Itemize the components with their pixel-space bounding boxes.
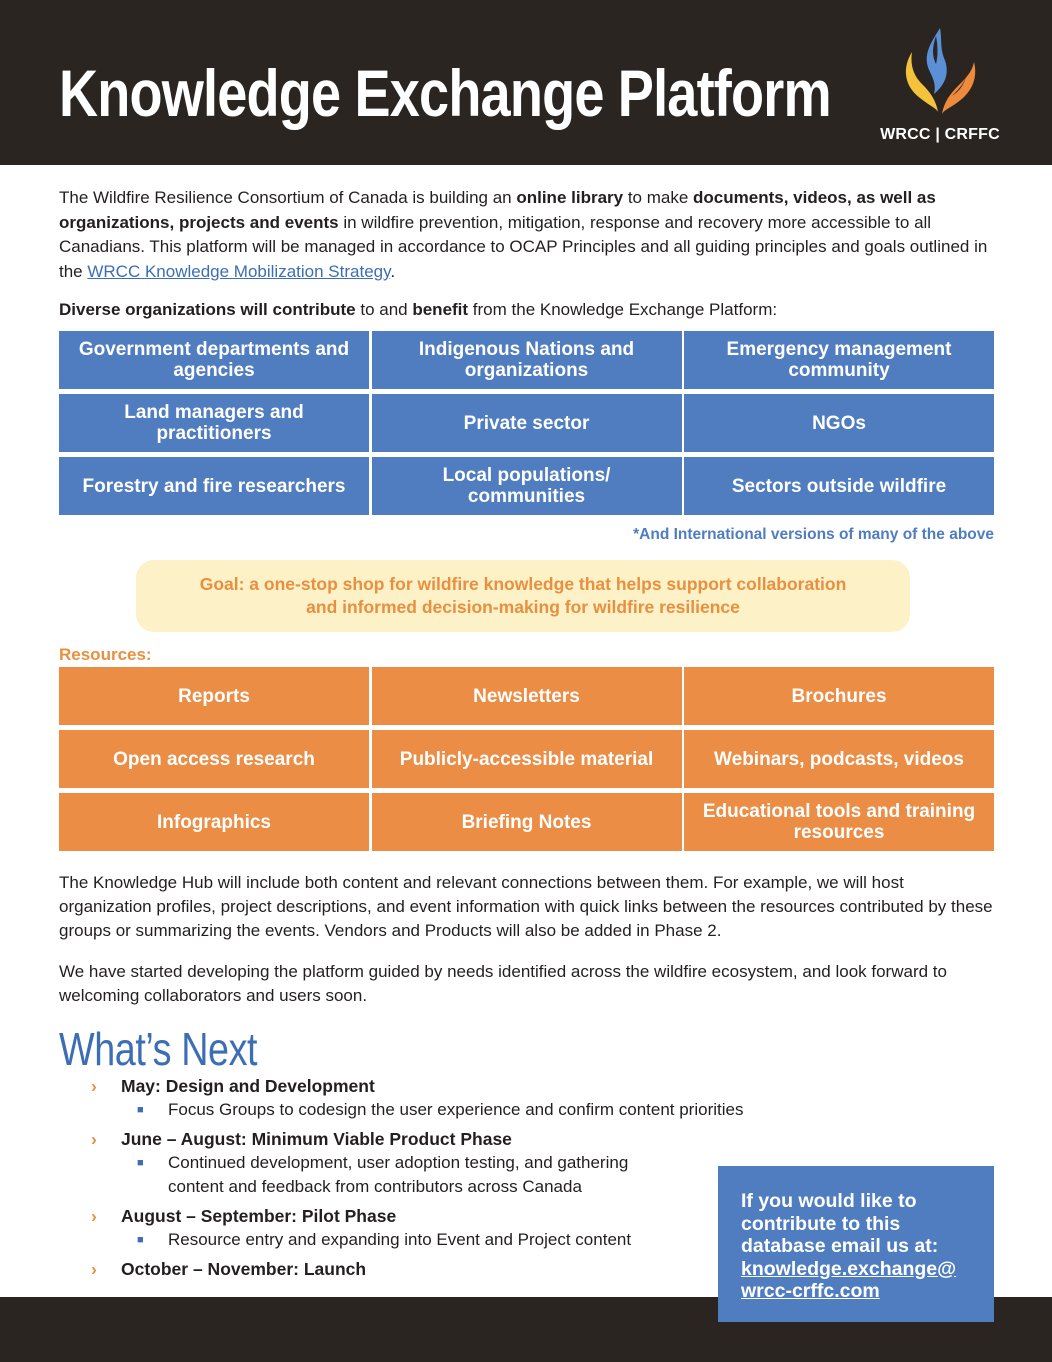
phase-title: October – November: Launch — [121, 1259, 367, 1279]
chevron-right-icon: › — [91, 1129, 97, 1149]
header-banner — [0, 0, 1052, 165]
callout-text: If you would like to contribute to this database email us at: — [741, 1190, 939, 1257]
chevron-right-icon: › — [91, 1076, 97, 1096]
resource-cell: Newsletters — [372, 667, 682, 725]
intro-text: in wildfire prevention, mitigation, response and recovery more accessible to all Canadians. This platform will be managed in accordance to OCAP Principles and all guiding principles and goals outlined in the — [59, 212, 988, 281]
phase-title: May: Design and Development — [121, 1076, 375, 1096]
bullet-square-icon: ■ — [137, 1157, 144, 1169]
resource-cell: Briefing Notes — [372, 793, 682, 851]
resource-cell: Educational tools and training resources — [684, 793, 994, 851]
phase-detail — [137, 1228, 631, 1253]
contributor-cell: Private sector — [372, 394, 682, 452]
intro-paragraph — [59, 186, 999, 284]
development-paragraph: We have started developing the platform guided by needs identified across the wildfire ecosystem, and look forward to welcoming collaborators and users soon. — [59, 962, 947, 1005]
bullet-square-icon: ■ — [137, 1234, 144, 1246]
contribute-callout — [718, 1166, 994, 1322]
bullet-square-icon: ■ — [137, 1104, 144, 1116]
lead-text: to and — [355, 300, 413, 319]
intro-text: The Wildfire Resilience Consortium of Canada is building an — [59, 188, 517, 207]
resources-grid — [59, 667, 994, 851]
email-link[interactable] — [741, 1258, 974, 1303]
flame-logo-icon — [892, 22, 988, 118]
phase-detail-text: Resource entry and expanding into Event and Project content — [168, 1230, 632, 1249]
phase-title: August – September: Pilot Phase — [121, 1206, 397, 1226]
resource-cell: Webinars, podcasts, videos — [684, 730, 994, 788]
page-title: Knowledge Exchange Platform — [59, 56, 831, 130]
lead-bold: Diverse organizations will contribute — [59, 300, 356, 319]
strategy-link[interactable]: WRCC Knowledge Mobilization Strategy — [87, 261, 391, 281]
resource-cell: Open access research — [59, 730, 369, 788]
resource-cell: Reports — [59, 667, 369, 725]
lead-bold: benefit — [412, 300, 469, 319]
phase-detail-line: Continued development, user adoption testing, and gathering — [168, 1153, 629, 1172]
phase-detail-text: Focus Groups to codesign the user experience and confirm content priorities — [168, 1100, 744, 1119]
phase-detail — [137, 1098, 743, 1123]
phase-detail-line: content and feedback from contributors across Canada — [168, 1176, 582, 1196]
contributor-cell: Government departments and agencies — [59, 331, 369, 389]
email-line: knowledge.exchange@ — [741, 1257, 957, 1280]
lead-text: from the Knowledge Exchange Platform: — [468, 300, 778, 319]
goal-banner: Goal: a one-stop shop for wildfire knowledge that helps support collaboration and informed decision-making for wildfire resilience — [136, 560, 910, 632]
phase-item — [91, 1206, 396, 1227]
intro-text: to make — [623, 188, 694, 207]
resource-cell: Publicly-accessible material — [372, 730, 682, 788]
contributor-cell: Local populations/ communities — [372, 457, 682, 515]
phase-item — [91, 1259, 366, 1280]
contributor-cell: NGOs — [684, 394, 994, 452]
email-line: wrcc-crffc.com — [741, 1280, 880, 1302]
phase-item — [91, 1076, 375, 1097]
chevron-right-icon: › — [91, 1259, 97, 1279]
intro-text: . — [390, 261, 396, 281]
resource-cell: Infographics — [59, 793, 369, 851]
contributor-cell: Indigenous Nations and organizations — [372, 331, 682, 389]
contributor-cell: Land managers and practitioners — [59, 394, 369, 452]
intro-bold: online library — [516, 188, 624, 207]
phase-detail-text — [168, 1151, 628, 1198]
chevron-right-icon: › — [91, 1206, 97, 1226]
phase-item — [91, 1129, 512, 1150]
contributors-lead — [59, 298, 999, 322]
phase-detail — [137, 1151, 628, 1198]
wrcc-logo — [880, 22, 1000, 152]
logo-text: WRCC | CRFFC — [880, 126, 1000, 143]
hub-paragraph: The Knowledge Hub will include both content and relevant connections between them. For example, we will host organization profiles, project descriptions, and event information with quick links between the resources contributed by these groups or summarizing the events. Vendors and Products will also be added in Phase 2. — [59, 873, 993, 940]
whats-next-heading: What’s Next — [59, 1023, 258, 1075]
phase-title: June – August: Minimum Viable Product Phase — [121, 1129, 512, 1149]
contributor-cell: Forestry and fire researchers — [59, 457, 369, 515]
intro-bold: documents, videos, as well as organizations, projects and events — [59, 188, 936, 232]
contributors-grid — [59, 331, 994, 515]
contributor-cell: Sectors outside wildfire — [684, 457, 994, 515]
contributors-note: *And International versions of many of the above — [633, 526, 994, 543]
resource-cell: Brochures — [684, 667, 994, 725]
contributor-cell: Emergency management community — [684, 331, 994, 389]
resources-label: Resources: — [59, 645, 152, 664]
